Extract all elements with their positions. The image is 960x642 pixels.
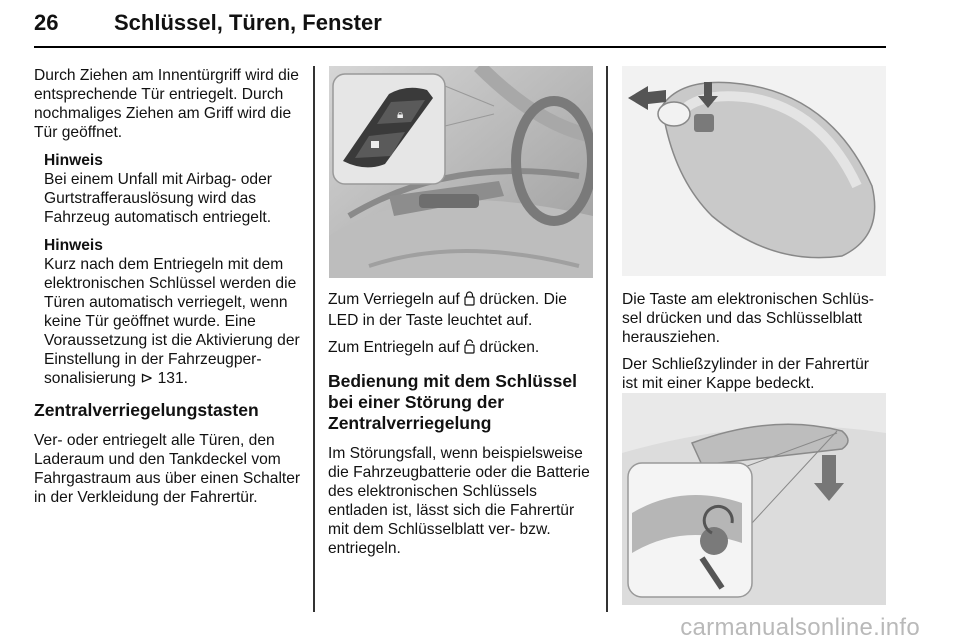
header-rule xyxy=(34,46,886,48)
column-1 xyxy=(34,66,304,507)
lock-closed-icon xyxy=(464,291,475,311)
hint-title: Hinweis xyxy=(44,152,103,169)
door-lock-switch-illustration xyxy=(329,66,593,278)
lock-text-after: drücken. Die LED in der Taste leuchtet auf. xyxy=(328,291,567,329)
hint-box-2 xyxy=(34,236,304,388)
hint-title: Hinweis xyxy=(44,237,103,254)
watermark: carmanualsonline.info xyxy=(680,614,920,641)
page-number: 26 xyxy=(34,10,59,35)
column-2 xyxy=(328,290,593,558)
unlock-text-after: drücken. xyxy=(475,339,540,356)
unlock-instruction xyxy=(328,338,593,359)
intro-paragraph: Durch Ziehen am Innentürgriff wird die entsprechende Tür entriegelt. Durch nochmaliges Ziehen am Griff wird die Tür geöffnet. xyxy=(34,67,299,141)
svg-text:🔒︎: 🔒︎ xyxy=(397,107,404,121)
column-3 xyxy=(622,290,887,393)
column-divider xyxy=(313,66,315,612)
column-divider xyxy=(606,66,608,612)
section-heading: Zentralverriegelungstasten xyxy=(34,400,259,420)
key-instruction-1: Die Taste am elektronischen Schlüssel drücken und das Schlüsselblatt herausziehen. xyxy=(622,291,874,346)
lock-instruction xyxy=(328,290,593,330)
section-paragraph: Ver- oder entriegelt alle Türen, den Laderaum und den Tankdeckel vom Fahrgastraum aus über einen Schalter in der Verkleidung der Fahrertür. xyxy=(34,432,301,506)
hint-box-1 xyxy=(34,151,304,227)
hint-text: Bei einem Unfall mit Airbag- oder Gurtstrafferauslösung wird das Fahrzeug automatisch entriegelt. xyxy=(44,171,272,226)
section-paragraph: Im Störungsfall, wenn beispielsweise die Fahrzeugbatterie oder die Batterie des elektronischen Schlüssels entladen ist, lässt sich die Fahrertür mit dem Schlüsselblatt ver- bzw. entriegeln. xyxy=(328,445,590,557)
page-title: Schlüssel, Türen, Fenster xyxy=(114,10,382,35)
page-reference-link[interactable]: ⊳ 131. xyxy=(140,370,188,387)
door-handle-cylinder-illustration xyxy=(622,393,886,605)
lock-text-before: Zum Verriegeln auf xyxy=(328,291,465,308)
hint-text-body: Kurz nach dem Entriegeln mit dem elektronischen Schlüssel werden die Türen automatisch verriegelt, wenn keine Tür geöffnet wurde. Eine Voraussetzung ist die Aktivierung der Einstellung in der Fahrzeugpersonalisierung xyxy=(44,256,300,387)
electronic-key-illustration xyxy=(622,66,886,276)
unlock-text-before: Zum Entriegeln auf xyxy=(328,339,465,356)
lock-open-icon xyxy=(464,339,475,359)
key-instruction-2: Der Schließzylinder in der Fahrertür ist mit einer Kappe bedeckt. xyxy=(622,356,869,392)
section-heading: Bedienung mit dem Schlüssel bei einer Störung der Zentralverriegelung xyxy=(328,371,577,433)
hint-text xyxy=(44,255,304,388)
